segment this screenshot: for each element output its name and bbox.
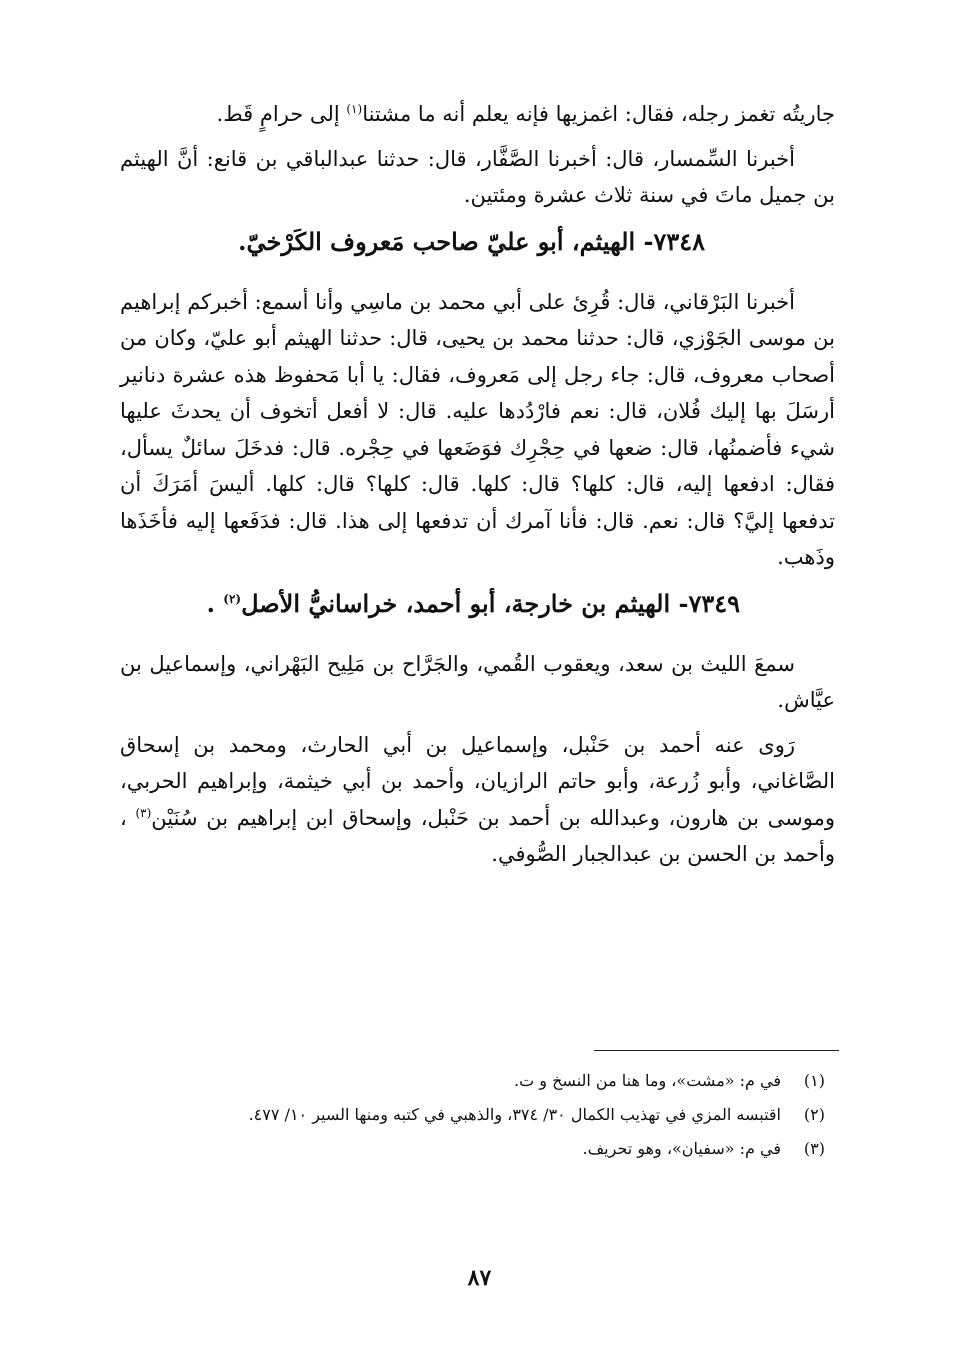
entry-number: ٧٣٤٩- (678, 588, 740, 618)
page-body (120, 96, 835, 881)
entry-body-7348 (120, 284, 835, 576)
footnote-mark: (٣) (803, 1139, 825, 1158)
footnote-text: في م: «مشت»، وما هنا من النسخ و ت. (514, 1071, 781, 1090)
footnote-text: في م: «سفيان»، وهو تحريف. (582, 1139, 781, 1158)
footnote-item (120, 1100, 825, 1130)
footnote-ref-3: (٣) (135, 805, 152, 820)
entry2-body2-end: ، وأحمد بن الحسن بن عبدالجبار الصُّوفي. (120, 805, 835, 866)
footnote-divider (594, 1050, 839, 1051)
intro-paragraph-2 (120, 141, 835, 214)
footnote-text: اقتبسه المزي في تهذيب الكمال ٣٠/ ٣٧٤، والذهبي في كتبه ومنها السير ١٠/ ٤٧٧. (248, 1105, 781, 1124)
intro-line1: جاريتُه تغمز رجله، فقال: اغمزيها فإنه يعلم أنه ما مشتنا (362, 102, 835, 126)
entry2-body1-text: سمعَ الليث بن سعد، ويعقوب القُمي، والجَرَّاح بن مَلِيح البَهْراني، وإسماعيل بن عيَّاش. (120, 651, 835, 712)
footnote-ref-2: (٢) (223, 591, 242, 606)
entry-heading-7348 (120, 222, 835, 262)
footnote-mark: (٢) (803, 1105, 825, 1124)
entry-heading-7349 (120, 584, 835, 624)
footnote-ref-1: (١) (346, 102, 363, 116)
entry2-body2-text: رَوى عنه أحمد بن حَنْبل، وإسماعيل بن أبي الحارث، ومحمد بن إسحاق الصَّاغاني، وأبو زُرعة، وأبو حاتم الرازيان، وأحمد بن أبي خيثمة، وإبراهيم الحربي، وموسى بن هارون، وعبدالله بن أحمد بن حَنْبل، وإسحاق ابن إبراهيم بن سُنَيْن (120, 732, 835, 830)
entry1-body-text: أخبرنا البَرْقاني، قال: قُرِئ على أبي محمد بن ماسِي وأنا أسمع: أخبركم إبراهيم بن موسى الجَوْزي، قال: حدثنا محمد بن يحيى، قال: حدثنا الهيثم أبو عليّ، وكان من أصحاب معروف، قال: جاء رجل إلى مَعروف، فقال: يا أبا مَحفوظ هذه عشرة دنانير أرسَلَ بها إليك فُلان، قال: نعم فارْدُدها عليه. قال: لا أفعل أتخوف أن يحدثَ عليها شيء فأضمنُها، قال: ضعها في حِجْرِك فوَضَعها في حِجْره. قال: فدخَلَ سائلٌ يسأل، فقال: ادفعها إليه، قال: كلها؟ قال: كلها. قال: كلها؟ قال: كلها. أليسَ أمَرَكَ أن تدفعها إليَّ؟ قال: نعم. قال: فأنا آمرك أن تدفعها إلى هذا. قال: فدَفَعها إليه فأخَذَها وذَهب. (120, 289, 835, 569)
intro-paragraph-1 (120, 96, 835, 133)
entry-title: الهيثم، أبو عليّ صاحب مَعروف الكَرْخيّ. (238, 226, 644, 256)
footnote-item (120, 1066, 825, 1096)
entry2-paragraph-2 (120, 727, 835, 873)
footnote-mark: (١) (803, 1071, 825, 1090)
entry2-paragraph-1 (120, 646, 835, 719)
page-number: ٨٧ (467, 1265, 492, 1291)
footnotes (120, 1066, 825, 1168)
intro-line1-end: إلى حرامٍ قَط. (216, 102, 347, 126)
entry-title-end: . (206, 588, 224, 618)
entry-number: ٧٣٤٨- (643, 226, 705, 256)
entry-title: الهيثم بن خارجة، أبو أحمد، خراسانيُّ الأصل (241, 588, 679, 618)
footnote-item (120, 1134, 825, 1164)
intro-para2-text: أخبرنا السِّمسار، قال: أخبرنا الصَّفَّار، قال: حدثنا عبدالباقي بن قانع: أنَّ الهيثم بن جميل ماتَ في سنة ثلاث عشرة ومئتين. (120, 146, 835, 207)
